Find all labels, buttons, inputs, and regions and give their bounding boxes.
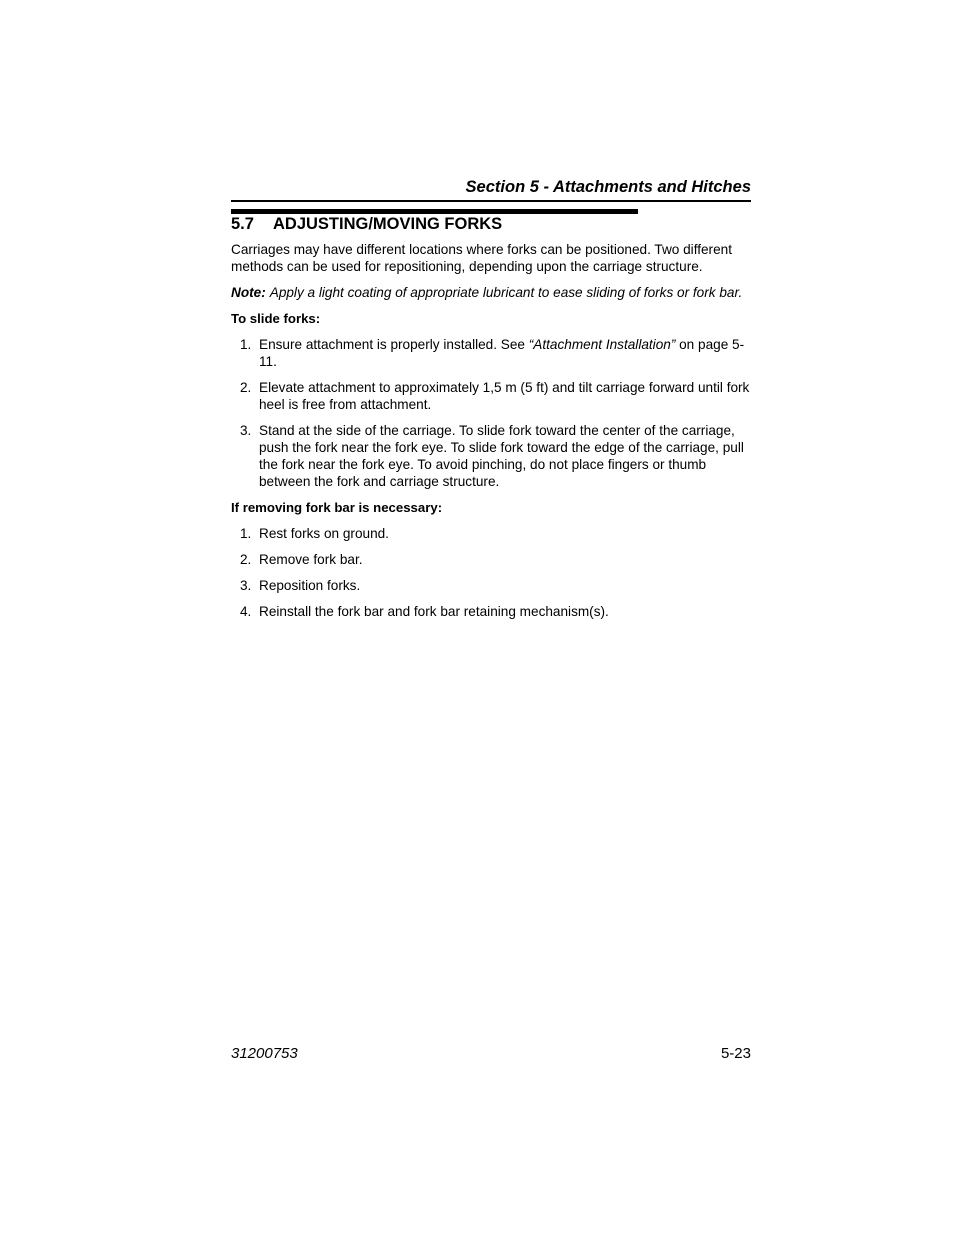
step-text: Rest forks on ground. xyxy=(259,526,389,541)
step-number: 3. xyxy=(240,423,252,438)
section-number: 5.7 xyxy=(231,215,254,233)
step-text: Reinstall the fork bar and fork bar retaining mechanism(s). xyxy=(259,604,609,619)
slide-forks-heading: To slide forks: xyxy=(231,311,321,326)
remove-fork-bar-heading: If removing fork bar is necessary: xyxy=(231,500,443,515)
note xyxy=(231,284,753,301)
step-number: 2. xyxy=(240,380,252,395)
step-text: Elevate attachment to approximately 1,5 m (5 ft) and tilt carriage forward until fork heel is free from attachment. xyxy=(259,380,750,412)
intro-paragraph: Carriages may have different locations where forks can be positioned. Two different methods can be used for repositioning, depending upon the carriage structure. xyxy=(231,242,732,274)
section-heading xyxy=(231,214,753,234)
slide-step xyxy=(231,422,753,490)
step-number: 4. xyxy=(240,604,252,619)
step-text: Reposition forks. xyxy=(259,578,361,593)
note-label: Note: xyxy=(231,285,266,300)
remove-step xyxy=(231,577,753,594)
section-title: ADJUSTING/MOVING FORKS xyxy=(273,215,503,233)
step-text: Ensure attachment is properly installed. See xyxy=(259,337,529,352)
step-number: 1. xyxy=(240,526,252,541)
step-text: on page 5-11. xyxy=(259,337,745,369)
running-header: Section 5 - Attachments and Hitches xyxy=(465,178,751,196)
remove-step xyxy=(231,551,753,568)
step-text: Stand at the side of the carriage. To slide fork toward the center of the carriage, push the fork near the fork eye. To slide fork toward the edge of the carriage, pull the fork near the fork eye. To avoid pinching, do not place fingers or thumb between the fork and carriage structure. xyxy=(259,423,744,489)
step-number: 1. xyxy=(240,337,252,352)
step-number: 2. xyxy=(240,552,252,567)
note-text: Apply a light coating of appropriate lubricant to ease sliding of forks or fork bar. xyxy=(269,285,743,300)
remove-step xyxy=(231,603,753,620)
document-number: 31200753 xyxy=(231,1045,298,1062)
slide-step xyxy=(231,379,753,413)
cross-reference-link[interactable]: “Attachment Installation” xyxy=(528,337,676,352)
page-number: 5-23 xyxy=(720,1045,751,1062)
page-content xyxy=(231,213,753,629)
remove-step xyxy=(231,525,753,542)
slide-step xyxy=(231,336,753,370)
header-rule xyxy=(231,200,751,202)
step-text: Remove fork bar. xyxy=(259,552,363,567)
step-number: 3. xyxy=(240,578,252,593)
